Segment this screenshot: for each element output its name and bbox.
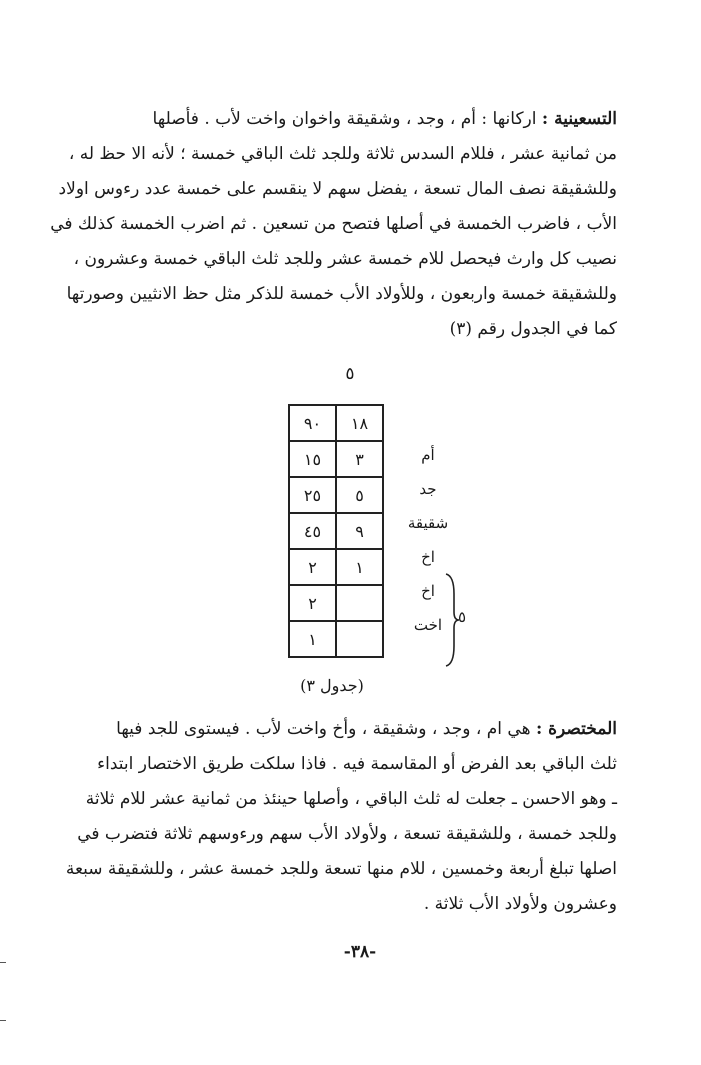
- text-line: اصلها تبلغ أربعة وخمسين ، للام منها تسعة وللجد خمسة عشر ، وللشقيقة سبعة: [65, 859, 617, 879]
- multiplier-label: ٥: [345, 364, 355, 384]
- heir-label: أم: [421, 446, 435, 464]
- text-line: وللشقيقة نصف المال تسعة ، يفضل سهم لا ينقسم على خمسة عدد رءوس اولاد: [58, 179, 617, 199]
- cell-base: ١: [336, 549, 383, 585]
- text-line: وعشرون ولأولاد الأب ثلاثة .: [423, 894, 617, 914]
- paragraph-tisiniya: [50, 102, 617, 347]
- heir-spacer: [398, 404, 458, 438]
- heir-label: جد: [419, 480, 437, 498]
- table-grid: [288, 404, 384, 658]
- cell-final: ٤٥: [289, 513, 336, 549]
- table-row: [289, 477, 383, 513]
- term-heading: المختصرة :: [535, 719, 617, 739]
- heir-label: شقيقة: [407, 514, 449, 532]
- text-line: وللجد خمسة ، وللشقيقة تسعة ، ولأولاد الأب سهم ورءوسهم ثلاثة فتضرب في: [77, 824, 617, 844]
- cell-final: ١٥: [289, 441, 336, 477]
- cell-final: ٢: [289, 585, 336, 621]
- text-line: ثلث الباقي بعد الفرض أو المقاسمة فيه . فاذا سلكت طريق الاختصار ابتداء: [97, 754, 617, 774]
- text-line: من ثمانية عشر ، فللام السدس ثلاثة وللجد ثلث الباقي خمسة ؛ لأنه الا حظ له ،: [68, 144, 617, 164]
- cell-base: ٩: [336, 513, 383, 549]
- heir-label: اخ: [421, 582, 435, 600]
- table-row: [289, 405, 383, 441]
- text-line: نصيب كل وارث فيحصل للام خمسة عشر وللجد ثلث الباقي خمسة وعشرون ،: [73, 249, 617, 269]
- paragraph-mukhtasara: [65, 712, 617, 922]
- cell-final: ٩٠: [289, 405, 336, 441]
- term-heading: التسعينية :: [541, 109, 617, 129]
- table-row: [289, 621, 383, 657]
- table-row: [289, 549, 383, 585]
- text-line: الأب ، فاضرب الخمسة في أصلها فتصح من تسعين . ثم اضرب الخمسة كذلك في: [50, 214, 617, 234]
- text-line: كما في الجدول رقم (٣): [449, 319, 617, 339]
- table-row: [289, 441, 383, 477]
- table-caption: (جدول ٣): [300, 676, 364, 695]
- page-number: -٣٨-: [343, 942, 377, 962]
- cell-base: ٥: [336, 477, 383, 513]
- text-line: ـ وهو الاحسن ـ جعلت له ثلث الباقي ، وأصلها حينئذ من ثمانية عشر للام ثلاثة: [85, 789, 617, 809]
- cell-final: ٢٥: [289, 477, 336, 513]
- table-row: [289, 513, 383, 549]
- cell-base: [336, 621, 383, 657]
- scan-mark: [0, 962, 6, 963]
- brace-label: ٥: [458, 608, 467, 626]
- cell-base: ٣: [336, 441, 383, 477]
- cell-base: ١٨: [336, 405, 383, 441]
- text-line: وللشقيقة خمسة واربعون ، وللأولاد الأب خمسة للذكر مثل حظ الانثيين وصورتها: [66, 284, 617, 304]
- table-row: [289, 585, 383, 621]
- text-line: التسعينية : اركانها : أم ، وجد ، وشقيقة واخوان واخت لأب . فأصلها: [152, 109, 617, 129]
- heir-label: اخت: [413, 616, 443, 634]
- text-line: المختصرة : هي ام ، وجد ، وشقيقة ، وأخ واخت لأب . فيستوى للجد فيها: [116, 719, 617, 739]
- cell-final: ١: [289, 621, 336, 657]
- cell-final: ٢: [289, 549, 336, 585]
- scan-mark: [0, 1020, 6, 1021]
- inheritance-table: [288, 404, 384, 658]
- heir-label: اخ: [421, 548, 435, 566]
- cell-base: [336, 585, 383, 621]
